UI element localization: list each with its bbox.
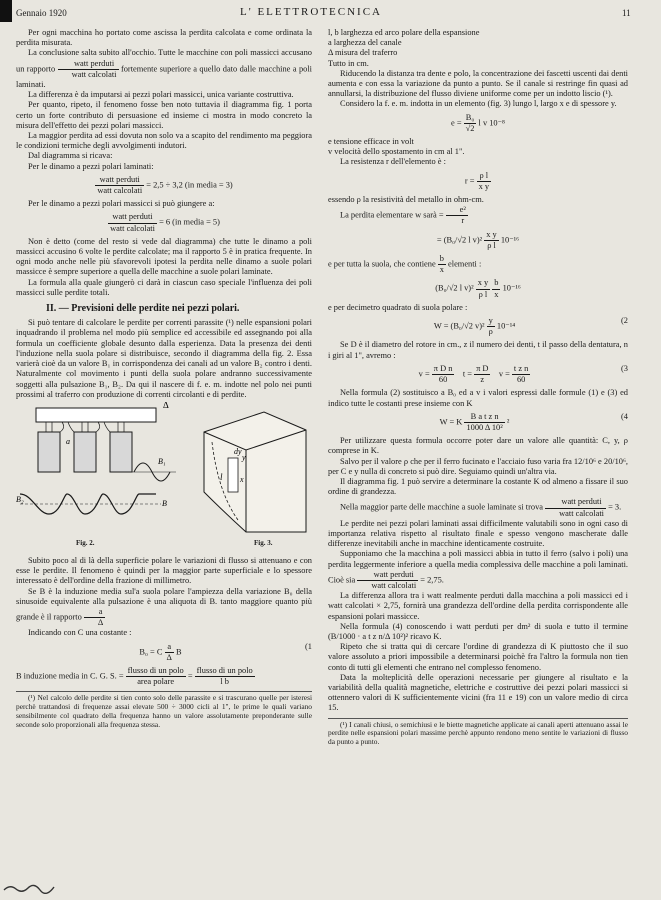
figure-3 xyxy=(194,402,312,537)
formula-laminated-ratio xyxy=(16,175,312,196)
paragraph: e tensione efficace in volt xyxy=(328,137,414,147)
paragraph: Considero la f. e. m. indotta in un elemento (fig. 3) lungo l, largo x e di spessore y. xyxy=(340,99,617,109)
footnote-text: (¹) Nel calcolo delle perdite si tien conto solo delle parassite e si trascurano quelle per isteresi perchè trattandosi di frequenze assai elevate 500 ÷ 3000 cicli al 1", le prime le quali variano sensibilmente col quadrato della frequenza hanno un valore assolutamente preponderante sulle seconde solo proporzionali alla frequenza stessa. xyxy=(16,693,312,729)
paragraph: Se D è il diametro del rotore in cm., z il numero dei denti, t il passo della dentatura, n i giri al 1", avremo : xyxy=(328,340,628,360)
label-a: a xyxy=(66,436,70,446)
equals-sign: = xyxy=(187,671,193,681)
paragraph: La maggior perdita ad essi dovuta non solo va a scapito del rendimento ma peggiora le condizioni termiche degli avvolgimenti indutori. xyxy=(16,131,312,151)
fraction-denominator: 60 xyxy=(438,375,448,385)
fraction xyxy=(95,175,144,196)
library-stamp-mark xyxy=(2,880,62,894)
paragraph: Salvo per il valore ρ che per il ferro fucinato e l'acciaio fuso varia fra 12/10⁶ e 20/10⁶, per C e y nulla di concreto si può dire. Seguiamo quindi un'altra via. xyxy=(328,456,628,476)
paragraph: Il diagramma fig. 1 può servire a determinare la costante K od almeno a fissare il suo ordine di grandezza. xyxy=(328,476,628,497)
equation-number: (2 xyxy=(621,316,628,326)
fraction-denominator: area polare xyxy=(137,677,175,687)
fraction-denominator: x xyxy=(494,289,499,299)
fraction xyxy=(446,205,468,226)
figure-2 xyxy=(16,402,186,537)
paragraph: v velocità dello spostamento in cm al 1". xyxy=(328,147,465,157)
formula-lhs: B₀ = C xyxy=(139,647,163,657)
fraction-numerator: b xyxy=(438,254,446,265)
paragraph: Nella formula (2) sostituisco a B₀ ed a v i valori espressi dalle formule (1) e (3) ed indico tutte le costanti prese insieme con K xyxy=(328,388,628,408)
label-delta: Δ xyxy=(163,401,169,410)
fraction-numerator: π D n xyxy=(432,364,455,375)
formula-1 xyxy=(16,642,312,663)
paragraph-text: B induzione media in C. G. S. = xyxy=(16,671,124,681)
fraction-numerator: B₀ xyxy=(464,113,477,124)
fraction-denominator: watt calcolati xyxy=(371,580,417,590)
formula-lhs: e = xyxy=(451,118,462,128)
fraction xyxy=(195,666,255,687)
paragraph: l, b larghezza ed arco polare della espansione xyxy=(328,28,480,37)
paragraph-text: La conclusione salta subito all'occhio. Tutte le macchine con poli massicci accusano un rapporto xyxy=(16,48,312,74)
fraction-denominator: x y xyxy=(478,181,490,191)
formula-4 xyxy=(328,412,628,433)
inline-formula: (B/1000 · a t z n/Δ 10²)² xyxy=(328,631,409,641)
paragraph-text: La perdita elementare w sarà = xyxy=(340,210,444,220)
fraction-denominator: ρ l xyxy=(487,240,496,250)
fraction-denominator: ρ xyxy=(488,327,493,337)
formula-part: v = xyxy=(418,369,430,379)
page-header xyxy=(0,6,661,20)
formula-resistance xyxy=(328,171,628,192)
paragraph: Δ misura del traferro xyxy=(328,48,398,58)
paragraph xyxy=(328,254,628,275)
figures-2-3 xyxy=(16,402,312,552)
formula-part: t = xyxy=(462,369,472,379)
flux-lines xyxy=(46,422,124,432)
equation-number: (3 xyxy=(621,363,628,373)
fraction-denominator: x xyxy=(439,265,444,275)
header-journal-title: L' ELETTROTECNICA xyxy=(240,6,382,18)
figure-2-caption: Fig. 2. xyxy=(76,538,95,547)
fraction-denominator: ρ l xyxy=(478,289,488,299)
fraction xyxy=(477,171,491,192)
formula-3 xyxy=(328,364,628,385)
fraction-denominator: watt calcolati xyxy=(71,69,117,79)
paragraph xyxy=(16,48,312,90)
fraction xyxy=(474,364,490,385)
formula-rhs: = 6 (in media = 5) xyxy=(159,218,220,228)
formula-rhs: l v 10⁻⁸ xyxy=(478,118,505,128)
formula-rhs: 10⁻¹⁴ xyxy=(496,321,516,331)
paragraph: Per utilizzare questa formula occorre poter dare un valore alle quantità: C, y, ρ comprese in K. xyxy=(328,436,628,456)
fraction xyxy=(165,642,174,663)
equation-number: (4 xyxy=(621,411,628,421)
formula-massive-ratio xyxy=(16,212,312,233)
paragraph: Per le dinamo a pezzi polari massicci si può giungere a: xyxy=(28,199,215,209)
fraction-numerator: watt perduti xyxy=(545,497,606,508)
paragraph xyxy=(328,622,628,642)
formula-rhs: B xyxy=(176,647,182,657)
formula-shoe-loss xyxy=(328,278,628,299)
label-b2: B₂ xyxy=(16,494,24,504)
fraction xyxy=(487,316,495,337)
formula-rhs: 10⁻¹⁶ xyxy=(502,284,521,294)
paragraph: Per quanto, ripeto, il fenomeno fosse ben noto tuttavia il diagramma fig. 1 porta certo un forte contributo di persuasione ed insieme ci mostra in modo concreto la misura dell'effetto dei pezzi polari massicci. xyxy=(16,100,312,130)
fraction-denominator: watt calcolati xyxy=(559,508,604,518)
fraction-numerator: a xyxy=(84,607,105,618)
formula-2 xyxy=(328,316,628,337)
fraction-numerator: x y xyxy=(484,230,498,241)
formula-lhs: r = xyxy=(464,176,475,186)
footnote-right xyxy=(328,718,628,747)
header-page-number: 11 xyxy=(622,8,631,18)
paragraph: Le perdite nei pezzi polari laminati assai difficilmente valutabili sono in ogni caso di importanza relativa rispetto al risultato finale e spesso vengono mascherate dalle differenze inevitabili anche in macchine identicamente costruite. xyxy=(328,518,628,549)
paragraph: Riducendo la distanza tra dente e polo, la concentrazione dei fascetti uscenti dai denti aumenta e con essa la variazione da punto a punto. Se il canale si restringe fin quasi ad annullarsi, la distribuzione del flusso diviene uniforme come per un indotto liscio (¹). xyxy=(328,68,628,99)
paragraph: Si può tentare di calcolare le perdite per correnti parassite (¹) nelle espansioni polari inquadrando il problema nel modo più semplice ed accessibile ed assegnando poi alla formula un coefficiente globale desunto dalla esperienza. Data la presenza dei denti l'induzione nella suola polare si distribuisce, secondo il diagramma della fig. 2. Essa varierà cioè da un valore B₁ in corrispondenza dei canali ad un valore B₂ contro i denti. Naturalmente col movimento i punti della suola polare andranno successivamente soggetti alla pulsazione B₁, B₂. Da qui il nascere di f. e. m. indotte nel polo nei punti prossimi al traferro con produzione di correnti circolanti e di perdite. xyxy=(16,318,312,399)
paragraph xyxy=(16,666,312,687)
paragraph: La resistenza r dell'elemento è : xyxy=(340,157,446,167)
fraction-denominator: r xyxy=(461,216,465,226)
fraction xyxy=(492,278,500,299)
fraction xyxy=(476,278,490,299)
fraction-numerator: π D xyxy=(474,364,490,375)
right-column xyxy=(328,28,628,896)
paragraph: La formula alla quale giungerò ci darà in ciascun caso speciale l'influenza dei poli massicci sulle perdite totali. xyxy=(16,277,312,297)
fraction-denominator: √2 xyxy=(465,123,475,133)
tooth xyxy=(38,432,60,472)
paragraph: Per le dinamo a pezzi polari laminati: xyxy=(28,161,154,171)
label-y: y xyxy=(242,452,246,462)
fraction-numerator: watt perduti xyxy=(58,59,119,70)
figure-3-caption: Fig. 3. xyxy=(254,538,273,547)
formula-mid: (B₀/√2 v)² xyxy=(450,321,485,331)
paragraph: Tutto in cm. xyxy=(328,58,369,68)
paragraph xyxy=(328,549,628,591)
fraction-numerator: y xyxy=(487,316,495,327)
paragraph xyxy=(16,587,312,629)
formula-element-loss xyxy=(328,230,628,251)
paragraph: Per ogni macchina ho portato come ascissa la perdita calcolata e come ordinata la perdita misurata. xyxy=(16,28,312,48)
fraction xyxy=(512,364,530,385)
paragraph: Indicando con C una costante : xyxy=(28,628,132,638)
fraction-numerator: ρ l xyxy=(477,171,491,182)
fraction-numerator: flusso di un polo xyxy=(195,666,255,677)
footnote-text: (¹) I canali chiusi, o semichiusi e le biette magnetiche applicate ai canali aperti attenuano assai le perdite nelle espansioni polari massime perchè appunto rendono meno sentite le variazioni di flusso da punto a punto. xyxy=(328,719,628,747)
fraction-numerator: x y xyxy=(476,278,490,289)
fraction-numerator: watt perduti xyxy=(357,570,418,581)
formula-lhs: = xyxy=(436,235,442,245)
paragraph-text: = 2,75. xyxy=(420,575,444,585)
pole-shoe xyxy=(36,408,156,422)
fraction xyxy=(545,497,606,518)
fraction-denominator: l b xyxy=(220,677,229,687)
fraction-numerator: b xyxy=(492,278,500,289)
fraction xyxy=(58,59,119,80)
fraction xyxy=(357,570,418,591)
fraction-numerator: t z n xyxy=(512,364,530,375)
formula-emf xyxy=(328,113,628,134)
paragraph: e per decimetro quadrato di suola polare : xyxy=(328,302,468,312)
fraction-denominator: Δ xyxy=(97,618,104,628)
fraction-denominator: 60 xyxy=(516,375,526,385)
paragraph: Ripeto che si tratta qui di cercare l'ordine di grandezza di K piuttosto che il suo valore assoluto a priori impossibile a determinarsi poichè fra l'altro la formula non tien conto di tutti gli elementi che entrano nel complesso fenomeno. xyxy=(328,642,628,672)
fraction-numerator: watt perduti xyxy=(108,212,157,223)
formula-lhs: W = xyxy=(433,321,449,331)
paragraph: La differenza allora tra i watt realmente perduti dalla macchina a poli massicci ed i watt calcolati × 2,75, fornirà una grandezza dell'ordine della perdita corrispondente alle espansioni polari massicce. xyxy=(328,591,628,621)
armature-teeth xyxy=(38,432,132,472)
figure-3-drawing xyxy=(194,402,312,537)
paragraph-text: Se B è la induzione media sul'a suola polare l'ampiezza della variazione B₀ della sinusoide equivalente alla pulsazione è una aliquota di B. tanto maggiore quanto più grande è il rapporto xyxy=(16,586,312,622)
paragraph-text: Nella maggior parte delle macchine a suole laminate si trova xyxy=(340,502,544,512)
fraction-numerator: flusso di un polo xyxy=(126,666,186,677)
label-b1: B₁ xyxy=(158,456,166,466)
paragraph: La differenza è da imputarsi ai pezzi polari massicci, unica variante costruttiva. xyxy=(28,90,294,100)
fraction xyxy=(464,113,477,134)
fraction xyxy=(126,666,186,687)
fraction-denominator: z xyxy=(480,375,485,385)
fraction-denominator: watt calcolati xyxy=(110,223,155,233)
fraction-denominator: 1000 Δ 10² xyxy=(466,422,503,432)
paragraph-text: elementi : xyxy=(448,259,482,269)
label-l: l xyxy=(220,471,223,482)
exponent: ² xyxy=(506,417,510,427)
formula-lhs: W = K xyxy=(439,417,463,427)
paragraph: Dal diagramma si ricava: xyxy=(28,151,113,161)
fraction-numerator: watt perduti xyxy=(95,175,144,186)
paragraph xyxy=(328,205,628,226)
fraction xyxy=(484,230,498,251)
fraction xyxy=(438,254,446,275)
formula-mid: (B₀/√2 l v)² xyxy=(443,235,483,245)
footnote-left xyxy=(16,691,312,729)
label-x: x xyxy=(240,474,244,484)
section-title: II. — Previsioni delle perdite nei pezzi polari. xyxy=(46,303,240,315)
element-strip xyxy=(228,458,238,492)
paragraph-text: fortemente superiore a quello dato dalle macchine a poli laminati. xyxy=(16,64,312,90)
left-column xyxy=(16,28,312,896)
formula-mid: (B₀/√2 l v)² xyxy=(435,284,474,294)
header-date: Gennaio 1920 xyxy=(16,8,67,18)
fraction-numerator: a xyxy=(165,642,174,653)
paragraph-text: Supponiamo che la macchina a poli massicci abbia in tutto il ferro (salvo i poli) una perdita leggermente inferiore a quella media complessiva delle macchine a poli laminati. Cioè sia xyxy=(328,549,628,585)
fraction xyxy=(464,412,504,433)
fraction-numerator: B a t z n xyxy=(464,412,504,423)
formula-part: v = xyxy=(498,369,510,379)
fraction xyxy=(108,212,157,233)
fraction-numerator: e² xyxy=(446,205,468,216)
fraction xyxy=(84,607,105,628)
paragraph-text: Nella formula (4) conoscendo i watt perduti per dm² di suola e tutto il termine xyxy=(340,621,628,631)
formula-rhs: 10⁻¹⁶ xyxy=(500,235,520,245)
paragraph: Subito poco al di là della superficie polare le variazioni di flusso si attenuano e con esse le perdite. Il fenomeno è quindi per la maggior parte superficiale e lo spessore interessato è dell'ordine della frazione di millimetro. xyxy=(16,555,312,586)
fraction xyxy=(432,364,455,385)
label-b: B xyxy=(162,498,167,508)
tooth xyxy=(110,432,132,472)
tooth xyxy=(74,432,96,472)
formula-rhs: = 2,5 ÷ 3,2 (in media = 3) xyxy=(146,180,233,190)
paragraph-text: e per tutta la suola, che contiene xyxy=(328,259,436,269)
paragraph: a larghezza del canale xyxy=(328,38,402,48)
paragraph-text: = 3. xyxy=(608,502,622,512)
paragraph: essendo ρ la resistività del metallo in ohm-cm. xyxy=(328,195,484,205)
figure-2-drawing xyxy=(16,402,186,537)
paragraph: Data la molteplicità delle operazioni necessarie per giungere al risultato e la variabilità della qualità magnetiche, elettriche e costruttive dei pezzi polari massicci si ottennero valori di K sufficientemente vicini (fra 11 e 19) con un valore medio di circa 15. xyxy=(328,672,628,713)
fraction-denominator: Δ xyxy=(166,652,172,662)
label-dy: dy xyxy=(234,446,242,456)
fraction-denominator: watt calcolati xyxy=(97,186,143,196)
paragraph: Non è detto (come del resto si vede dal diagramma) che tutte le dinamo a poli massicci accusino 6 volte le perdite calcolate; ma il rapporto 5 è in pratica frequente. In ogni modo anche nelle più sfavorevoli ipotesi la perdita nelle dinamo a suole polari massicce è sempre superiore a quella delle macchine a suole polari laminate. xyxy=(16,236,312,277)
paragraph xyxy=(328,497,628,518)
equation-number: (1 xyxy=(305,641,312,651)
paragraph-text: ricavo K. xyxy=(410,631,442,641)
